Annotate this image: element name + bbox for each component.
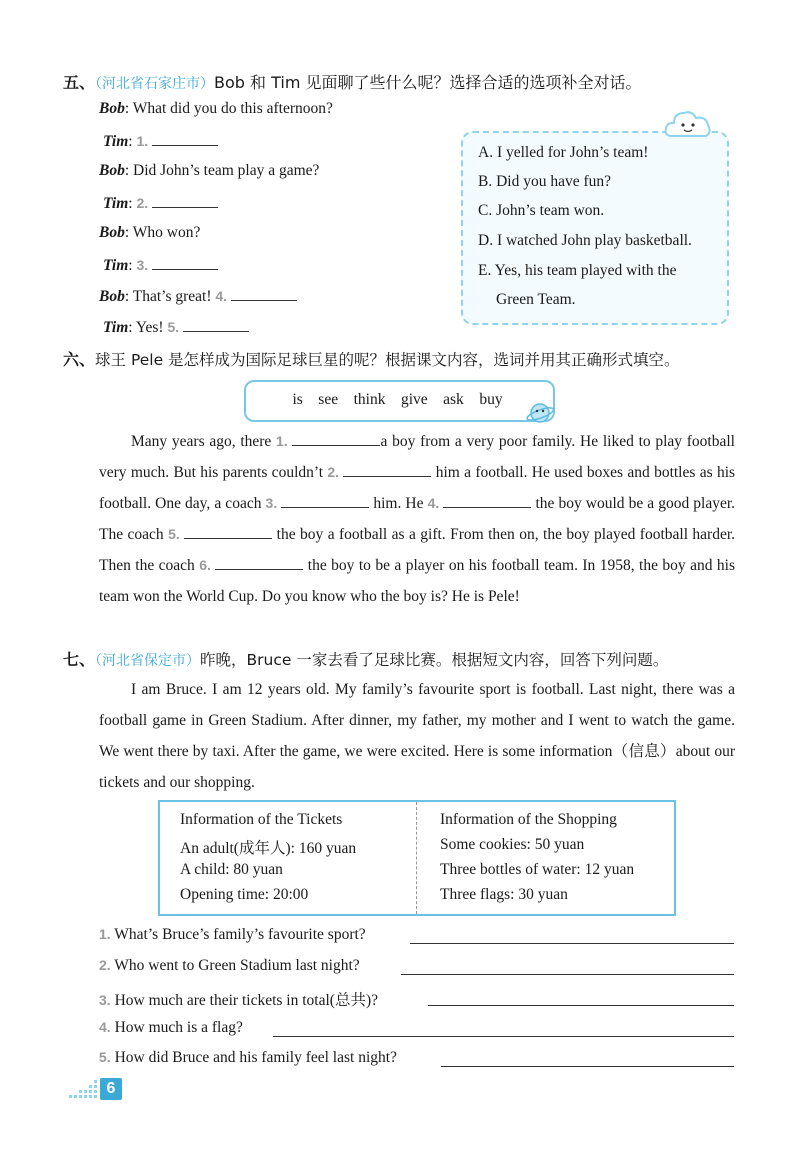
answer-line-2[interactable]	[401, 973, 734, 975]
option-d: D. I watched John play basketball.	[478, 232, 692, 249]
question-4	[99, 1019, 243, 1037]
answer-blank[interactable]	[231, 286, 297, 301]
answer-blank[interactable]	[183, 317, 249, 332]
question-text: How much is a flag?	[114, 1019, 243, 1036]
question-2	[99, 957, 360, 975]
dialogue-line-1	[99, 100, 333, 118]
para-text: him a football. He used boxes and bottles as his football. One day, a coach	[99, 464, 736, 512]
shopping-title: Information of the Shopping	[440, 811, 617, 828]
option-a: A. I yelled for John’s team!	[478, 144, 649, 161]
dialogue-line-8	[103, 317, 249, 337]
blank-number: 3.	[136, 257, 149, 273]
speaker-tim: Tim	[103, 195, 129, 212]
question-5	[99, 1049, 397, 1067]
question-text: Who went to Green Stadium last night?	[114, 957, 360, 974]
question-number: 1.	[99, 926, 111, 942]
para-text: the boy to be a player on his football team. In 1958, the boy and his team won the World Cup. Do you know who the boy is? He is Pele!	[99, 557, 736, 605]
passage-text: I am Bruce. I am 12 years old. My family’s favourite sport is football. Last night, there was a football game in Green Stadium. After dinner, my father, my mother and I went to watch the game. We went there by taxi. After the game, we were excited. Here is some information（信息）about our tickets and our shopping.	[99, 681, 735, 791]
word-is: is	[292, 391, 303, 408]
dialogue-text: : What did you do this afternoon?	[124, 100, 333, 117]
answer-blank[interactable]	[215, 555, 303, 570]
section7-heading	[63, 647, 668, 670]
para-text: the boy would be a good player. The coach	[99, 495, 736, 543]
word-bank-words	[244, 391, 551, 409]
planet-icon	[525, 398, 555, 428]
question-number: 4.	[99, 1019, 111, 1035]
section5-instruction: Bob 和 Tim 见面聊了些什么呢？选择合适的选项补全对话。	[214, 73, 642, 92]
para-text: Many years ago, there	[131, 433, 272, 450]
word-give: give	[400, 391, 428, 408]
tickets-title: Information of the Tickets	[180, 811, 343, 828]
question-3	[99, 988, 378, 1010]
speaker-bob: Bob	[99, 100, 125, 117]
answer-blank[interactable]	[152, 255, 218, 270]
section5-number: 五、	[63, 73, 96, 92]
section6-heading	[63, 347, 680, 370]
section7-instruction: 昨晚，Bruce 一家去看了足球比赛。根据短文内容，回答下列问题。	[200, 651, 669, 669]
answer-blank[interactable]	[152, 193, 218, 208]
dialogue-text: :	[128, 133, 133, 150]
table-divider	[416, 802, 417, 914]
option-c: C. John’s team won.	[478, 202, 605, 219]
para-text: him. He	[373, 495, 424, 512]
speaker-tim: Tim	[103, 133, 129, 150]
question-text: How much are their tickets in total(总共)?	[114, 992, 378, 1009]
tickets-row: A child: 80 yuan	[180, 861, 283, 878]
speaker-tim: Tim	[103, 257, 129, 274]
bruce-passage	[99, 674, 735, 798]
speaker-tim: Tim	[103, 319, 129, 336]
dots-decoration-icon	[64, 1078, 100, 1100]
cloud-mascot-icon	[664, 108, 712, 142]
shopping-row: Three bottles of water: 12 yuan	[440, 861, 635, 878]
question-number: 5.	[99, 1049, 111, 1065]
answer-blank[interactable]	[443, 493, 531, 508]
section5-heading	[63, 70, 642, 93]
section6-number: 六、	[63, 350, 96, 369]
blank-number: 3.	[265, 495, 278, 511]
blank-number: 1.	[276, 433, 288, 449]
section6-instruction: 球王 Pele 是怎样成为国际足球巨星的呢？根据课文内容，选词并用其正确形式填空。	[95, 351, 680, 369]
section5-region: （河北省石家庄市）	[95, 76, 215, 92]
blank-number: 4.	[427, 495, 440, 511]
answer-line-3[interactable]	[428, 1004, 734, 1006]
dialogue-text: : Who won?	[124, 224, 201, 241]
question-1	[99, 926, 366, 944]
dialogue-text: : That’s great!	[124, 288, 212, 305]
dialogue-line-3	[99, 162, 319, 180]
option-e: E. Yes, his team played with the	[478, 262, 677, 279]
answer-blank[interactable]	[343, 462, 431, 477]
dialogue-line-2	[103, 131, 218, 151]
word-ask: ask	[443, 391, 464, 408]
answer-blank[interactable]	[292, 431, 380, 446]
blank-number: 1.	[136, 133, 149, 149]
option-e-continued: Green Team.	[496, 291, 576, 308]
question-text: What’s Bruce’s family’s favourite sport?	[114, 926, 366, 943]
blank-number: 5.	[167, 319, 180, 335]
dialogue-line-5	[99, 224, 200, 242]
dialogue-line-4	[103, 193, 218, 213]
blank-number: 2.	[327, 464, 340, 480]
dialogue-text: :	[128, 257, 133, 274]
speaker-bob: Bob	[99, 288, 125, 305]
option-b: B. Did you have fun?	[478, 173, 612, 190]
speaker-bob: Bob	[99, 162, 125, 179]
word-think: think	[353, 391, 386, 408]
page-number: 6	[100, 1078, 122, 1100]
section7-region: （河北省保定市）	[95, 653, 201, 669]
question-number: 3.	[99, 992, 111, 1008]
word-see: see	[318, 391, 339, 408]
blank-number: 2.	[136, 195, 149, 211]
answer-blank[interactable]	[281, 493, 369, 508]
shopping-row: Some cookies: 50 yuan	[440, 836, 585, 853]
shopping-row: Three flags: 30 yuan	[440, 886, 568, 903]
word-buy: buy	[479, 391, 503, 408]
blank-number: 6.	[199, 557, 211, 573]
dialogue-text: : Did John’s team play a game?	[124, 162, 320, 179]
pele-paragraph	[99, 426, 735, 612]
section7-number: 七、	[63, 650, 96, 669]
blank-number: 5.	[168, 526, 180, 542]
dialogue-line-6	[103, 255, 218, 275]
dialogue-text: : Yes!	[128, 319, 164, 336]
question-text: How did Bruce and his family feel last night?	[114, 1049, 397, 1066]
para-text: the boy a football as a gift. From then on, the boy played football harder. Then the coach	[99, 526, 736, 574]
speaker-bob: Bob	[99, 224, 125, 241]
answer-line-5[interactable]	[441, 1065, 734, 1067]
dialogue-line-7	[99, 286, 297, 306]
question-number: 2.	[99, 957, 111, 973]
answer-line-4[interactable]	[273, 1035, 734, 1037]
para-text: a boy from a very poor family. He liked to play football very much. But his parents couldn’t	[99, 433, 735, 481]
tickets-row: Opening time: 20:00	[180, 886, 309, 903]
blank-number: 4.	[215, 288, 228, 304]
dialogue-text: :	[128, 195, 133, 212]
tickets-row: An adult(成年人): 160 yuan	[180, 840, 357, 857]
answer-line-1[interactable]	[410, 942, 734, 944]
answer-blank[interactable]	[152, 131, 218, 146]
answer-blank[interactable]	[184, 524, 272, 539]
